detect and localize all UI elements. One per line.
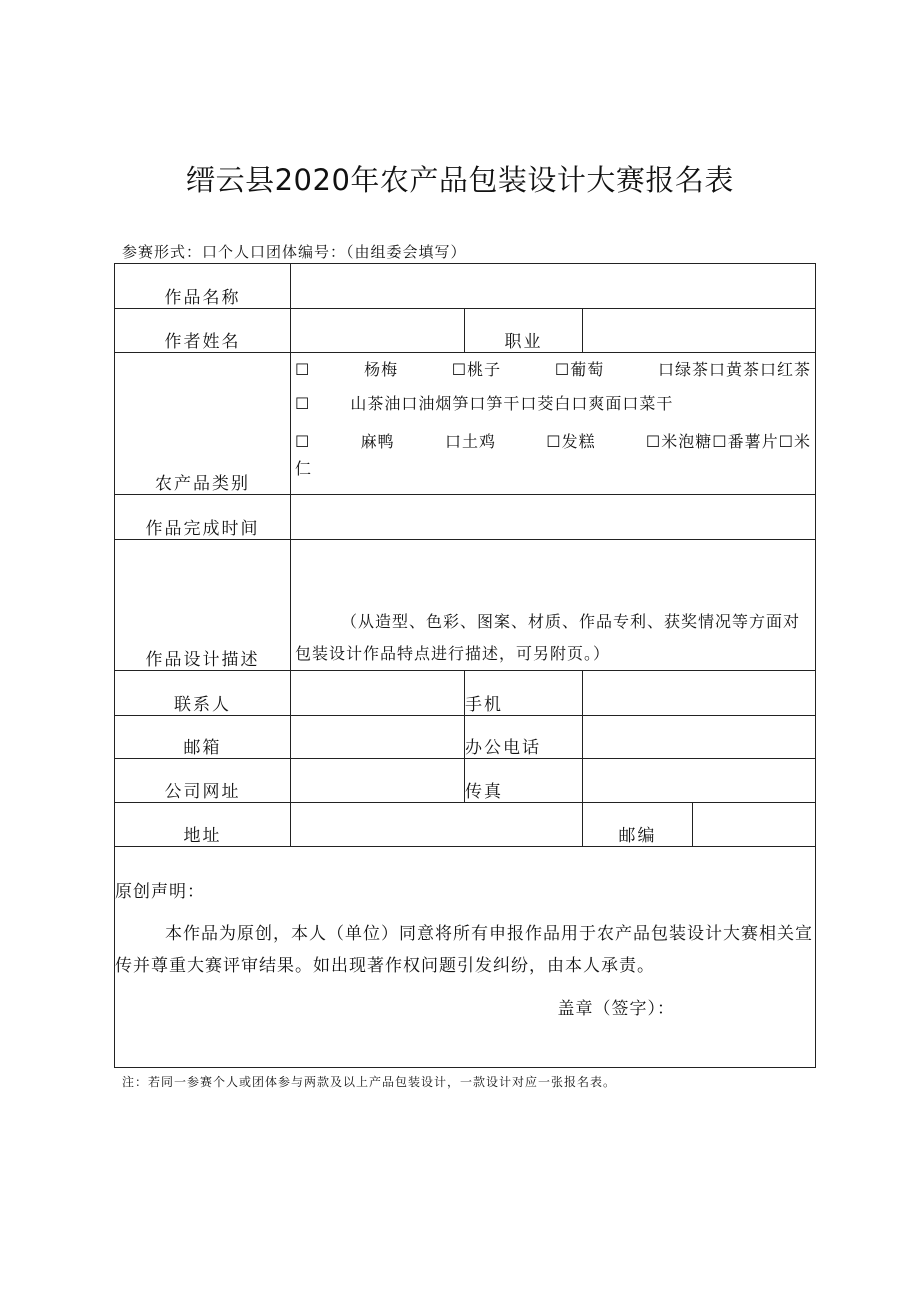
author-name-label: 作者姓名 — [115, 309, 291, 353]
company-website-field[interactable] — [291, 759, 465, 803]
category-line-3-wrap: 仁 — [295, 459, 312, 478]
work-name-label: 作品名称 — [115, 264, 291, 309]
contact-field[interactable] — [291, 671, 465, 716]
work-name-field[interactable] — [291, 264, 816, 309]
originality-statement — [115, 847, 816, 1068]
participation-type-line: 参赛形式：口个人口团体编号：（由组委会填写） — [122, 243, 467, 261]
address-field[interactable] — [291, 803, 583, 847]
category-item: 麻鸭 — [360, 432, 395, 451]
design-description-hint: （从造型、色彩、图案、材质、作品专利、获奖情况等方面对包装设计作品特点进行描述，可另附页。） — [295, 612, 801, 663]
category-line-3 — [291, 425, 815, 459]
category-item[interactable]: ☐发糕 — [546, 432, 596, 451]
seal-signature-label[interactable]: 盖章（签字）： — [557, 999, 675, 1019]
category-line-2 — [291, 387, 815, 421]
mobile-field[interactable] — [583, 671, 816, 716]
category-item[interactable]: 口土鸡 — [444, 432, 496, 451]
statement-body: 本作品为原创，本人（单位）同意将所有申报作品用于农产品包装设计大赛相关宣传并尊重大赛评审结果。如出现著作权问题引发纠纷，由本人承责。 — [115, 924, 813, 976]
category-item[interactable]: ☐葡萄 — [554, 360, 605, 379]
category-item: 杨梅 — [364, 360, 399, 379]
contact-label: 联系人 — [115, 671, 291, 716]
postcode-label: 邮编 — [583, 803, 693, 847]
email-label: 邮箱 — [115, 716, 291, 759]
category-checkbox[interactable]: ☐ — [295, 432, 311, 451]
footnote: 注：若同一参赛个人或团体参与两款及以上产品包装设计，一款设计对应一张报名表。 — [122, 1075, 617, 1089]
completion-time-label: 作品完成时间 — [115, 495, 291, 540]
category-label: 农产品类别 — [115, 353, 291, 495]
form-title: 缙云县2020年农产品包装设计大赛报名表 — [186, 163, 734, 197]
design-description-field[interactable] — [291, 540, 816, 671]
category-item[interactable]: ☐桃子 — [451, 360, 502, 379]
design-description-label: 作品设计描述 — [115, 540, 291, 671]
statement-heading: 原创声明： — [115, 882, 205, 902]
category-item[interactable]: ☐米泡糖☐番薯片☐米 — [645, 432, 811, 451]
registration-table — [114, 263, 816, 1068]
author-name-field[interactable] — [291, 309, 465, 353]
address-label: 地址 — [115, 803, 291, 847]
office-phone-label: 办公电话 — [465, 716, 583, 759]
company-website-label: 公司网址 — [115, 759, 291, 803]
category-checkbox[interactable]: ☐ — [295, 360, 311, 379]
category-checkbox[interactable]: ☐ — [295, 394, 311, 413]
email-field[interactable] — [291, 716, 465, 759]
category-options[interactable] — [291, 353, 816, 495]
occupation-field[interactable] — [583, 309, 816, 353]
completion-time-field[interactable] — [291, 495, 816, 540]
category-item[interactable]: 山茶油口油烟笋口笋干口茭白口爽面口菜干 — [350, 394, 674, 413]
postcode-field[interactable] — [693, 803, 816, 847]
fax-label: 传真 — [465, 759, 583, 803]
fax-field[interactable] — [583, 759, 816, 803]
category-line-1 — [291, 353, 815, 387]
category-item[interactable]: 口绿茶口黄茶口红茶 — [657, 360, 811, 379]
mobile-label: 手机 — [465, 671, 583, 716]
office-phone-field[interactable] — [583, 716, 816, 759]
occupation-label: 职业 — [465, 309, 583, 353]
